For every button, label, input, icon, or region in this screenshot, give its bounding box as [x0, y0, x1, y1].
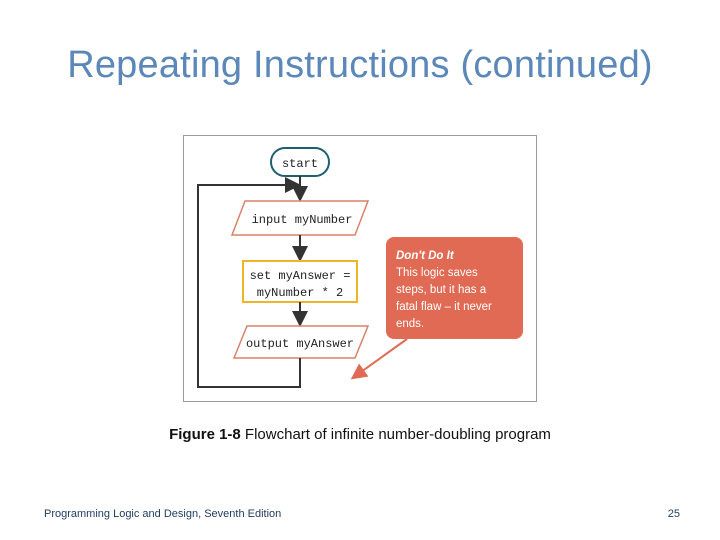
- flowchart-figure: [183, 135, 537, 402]
- page-number: 25: [667, 508, 680, 520]
- callout-pointer-arrow: [354, 339, 407, 377]
- process-line-1: set myAnswer =: [249, 269, 351, 283]
- footer-book-title: Programming Logic and Design, Seventh Edition: [44, 508, 282, 520]
- callout-line: ends.: [396, 318, 425, 330]
- slide-title: Repeating Instructions (continued): [67, 44, 653, 86]
- caption-text: Flowchart of infinite number-doubling program: [240, 426, 551, 443]
- input-label: input myNumber: [251, 213, 353, 227]
- flowchart-diagram: [184, 136, 536, 401]
- start-label: start: [281, 157, 319, 171]
- callout-line: steps, but it has a: [396, 284, 487, 296]
- output-label: output myAnswer: [245, 337, 355, 351]
- process-line-2: myNumber * 2: [256, 286, 344, 300]
- caption-label: Figure 1-8: [169, 426, 241, 443]
- callout-line: fatal flaw – it never: [396, 301, 492, 313]
- figure-caption: [0, 426, 720, 443]
- callout-title: Don't Do It: [396, 250, 454, 262]
- callout-line: This logic saves: [396, 267, 478, 279]
